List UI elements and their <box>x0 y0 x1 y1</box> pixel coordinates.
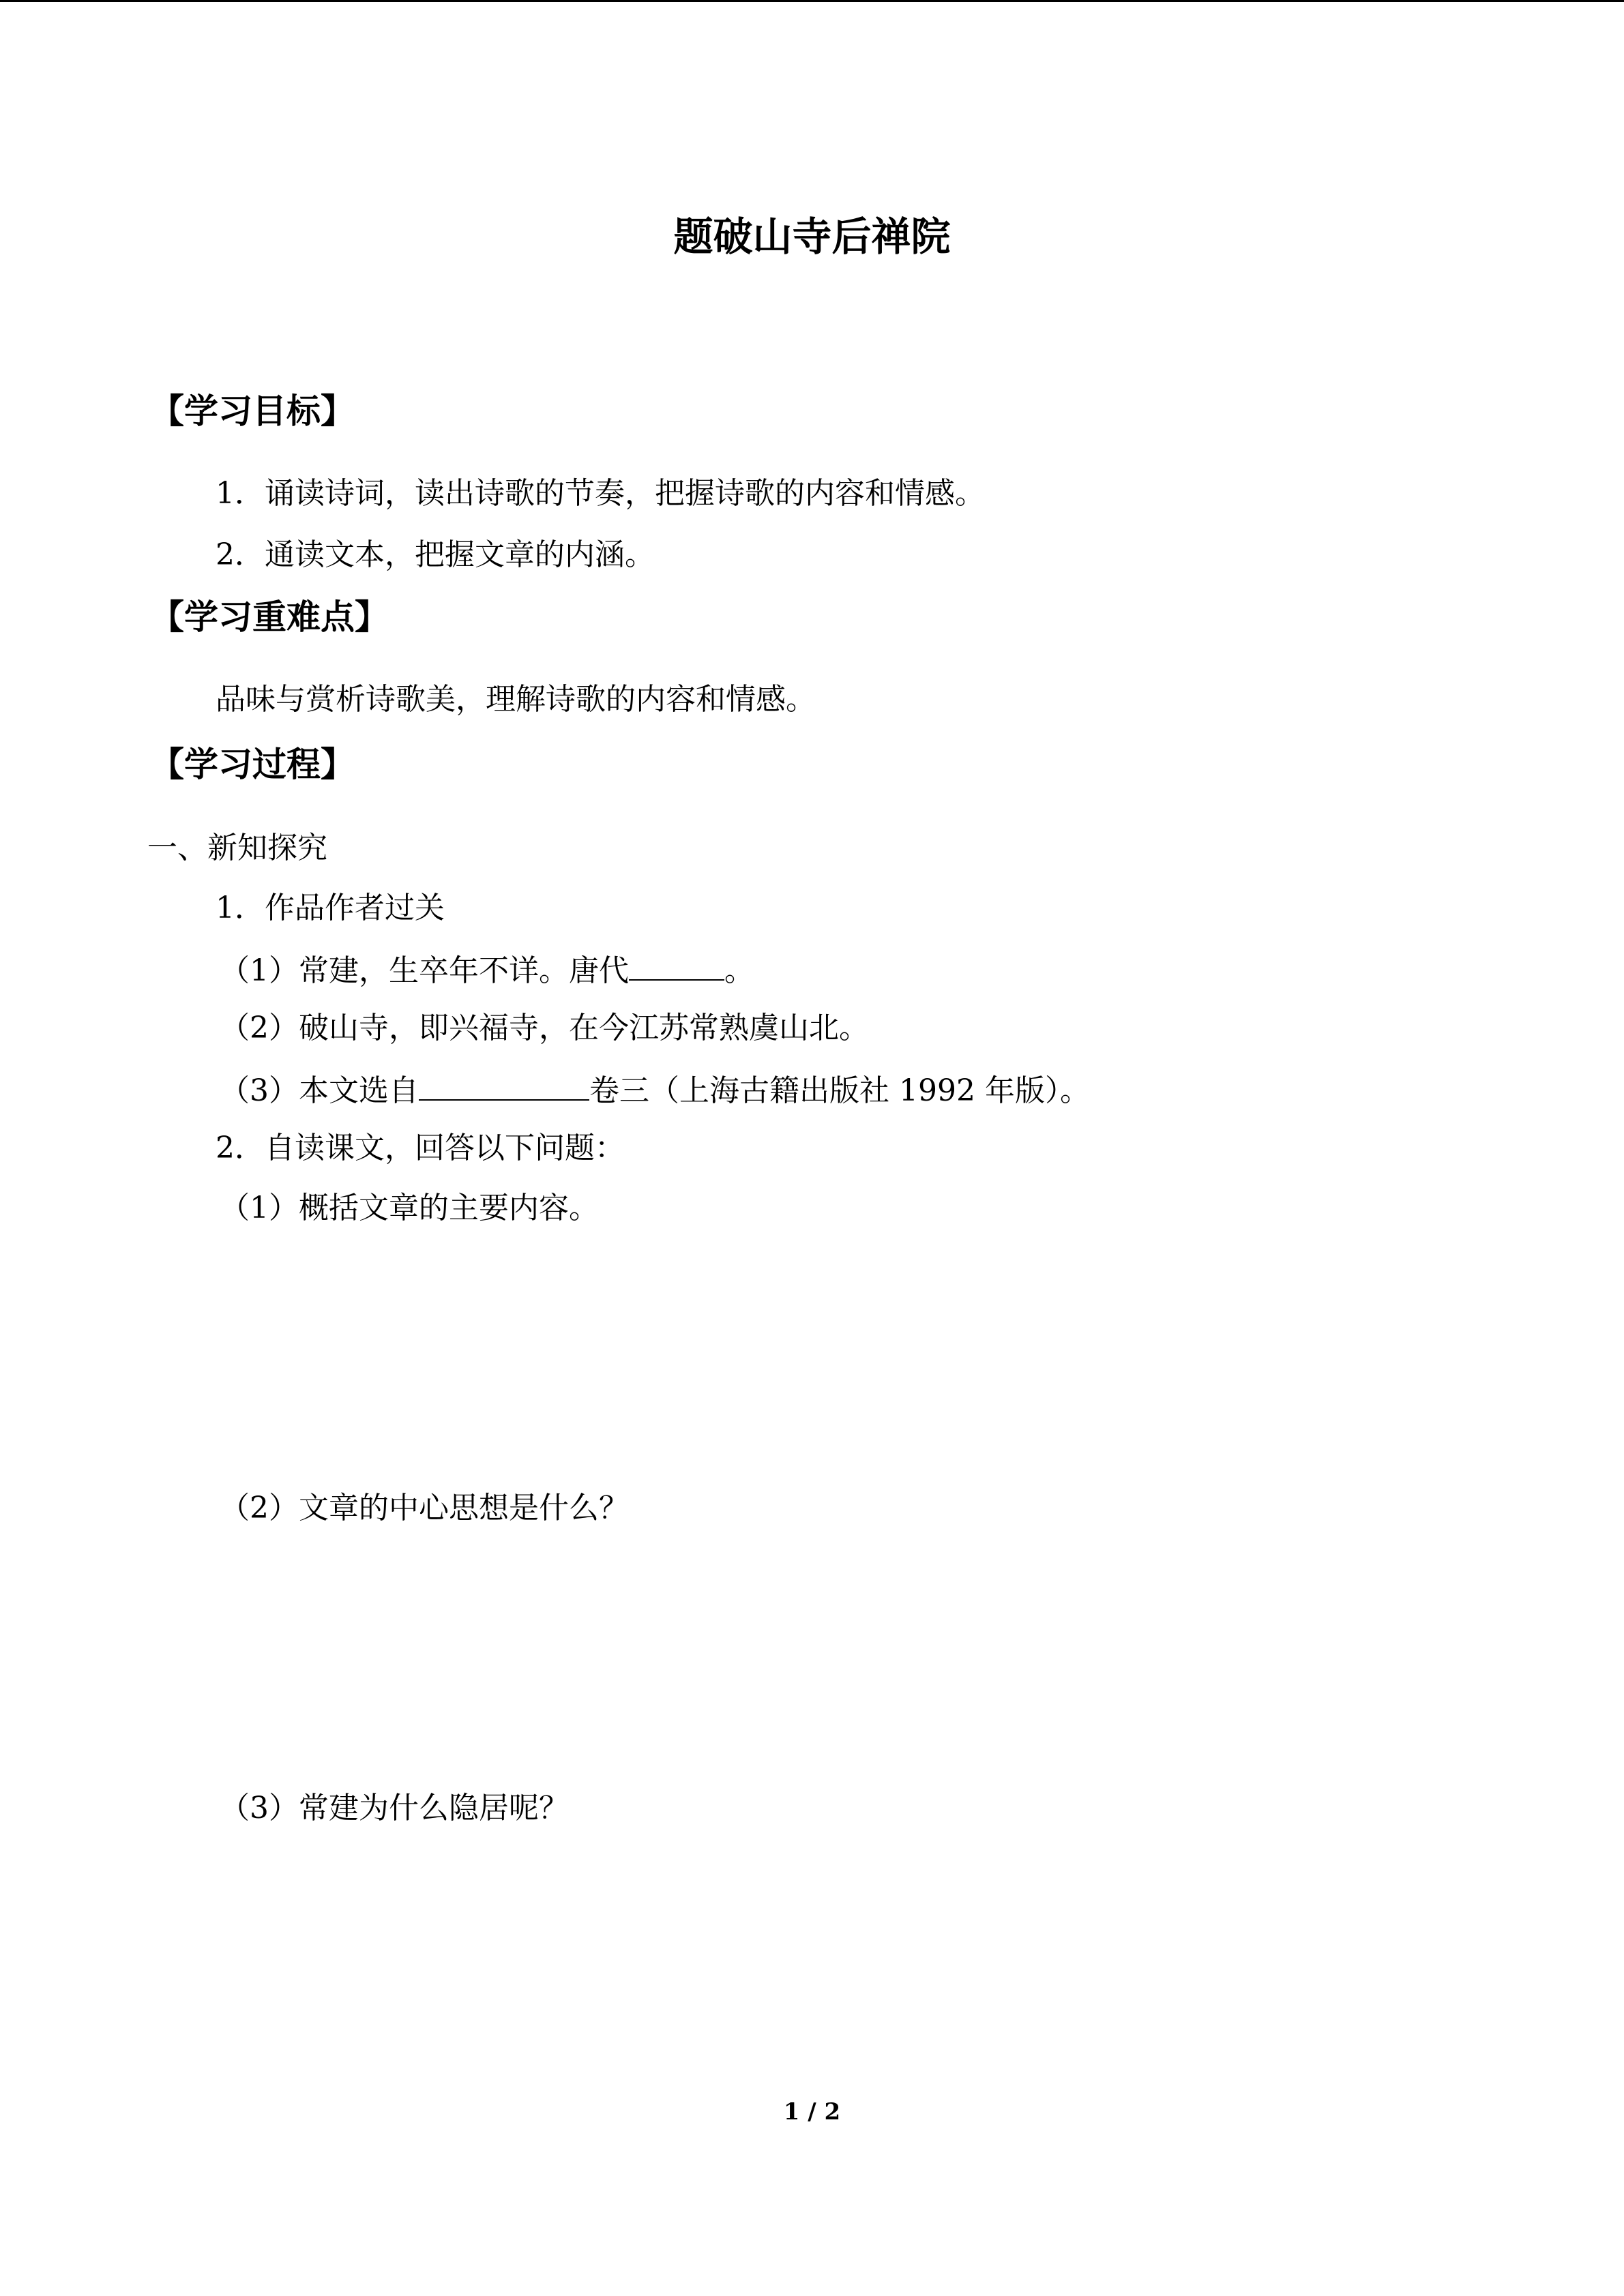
q2-title: 2．自读课文，回答以下问题： <box>216 1131 625 1165</box>
part1-title: 一、新知探究 <box>147 831 327 865</box>
objective-item-2: 2．通读文本，把握文章的内涵。 <box>216 537 655 572</box>
fill-blank-source[interactable] <box>419 1073 589 1101</box>
objectives-heading: 【学习目标】 <box>150 391 355 431</box>
page-top-border <box>0 0 1624 2</box>
q1-item-3-end: 卷三（上海古籍出版社 1992 年版）。 <box>589 1073 1090 1108</box>
key-points-heading: 【学习重难点】 <box>150 597 389 637</box>
q1-item-1-text: （1）常建，生卒年不详。唐代 <box>220 953 629 988</box>
q2-item-1: （1）概括文章的主要内容。 <box>220 1191 599 1225</box>
objective-item-1: 1．诵读诗词，读出诗歌的节奏，把握诗歌的内容和情感。 <box>216 476 985 511</box>
key-points-text: 品味与赏析诗歌美，理解诗歌的内容和情感。 <box>216 682 816 717</box>
q1-item-1 <box>220 953 754 986</box>
q2-item-2: （2）文章的中心思想是什么？ <box>220 1491 629 1525</box>
fill-blank-dynasty[interactable] <box>629 953 724 981</box>
q1-item-3 <box>220 1073 1090 1106</box>
q1-item-2: （2）破山寺，即兴福寺，在今江苏常熟虞山北。 <box>220 1011 869 1045</box>
q2-item-3: （3）常建为什么隐居呢？ <box>220 1791 569 1825</box>
q1-item-3-text: （3）本文选自 <box>220 1073 419 1108</box>
q1-item-1-end: 。 <box>724 953 754 988</box>
q1-title: 1．作品作者过关 <box>216 891 445 925</box>
process-heading: 【学习过程】 <box>150 745 355 784</box>
page-number: 1 / 2 <box>783 2098 841 2126</box>
document-title: 题破山寺后禅院 <box>673 213 951 260</box>
